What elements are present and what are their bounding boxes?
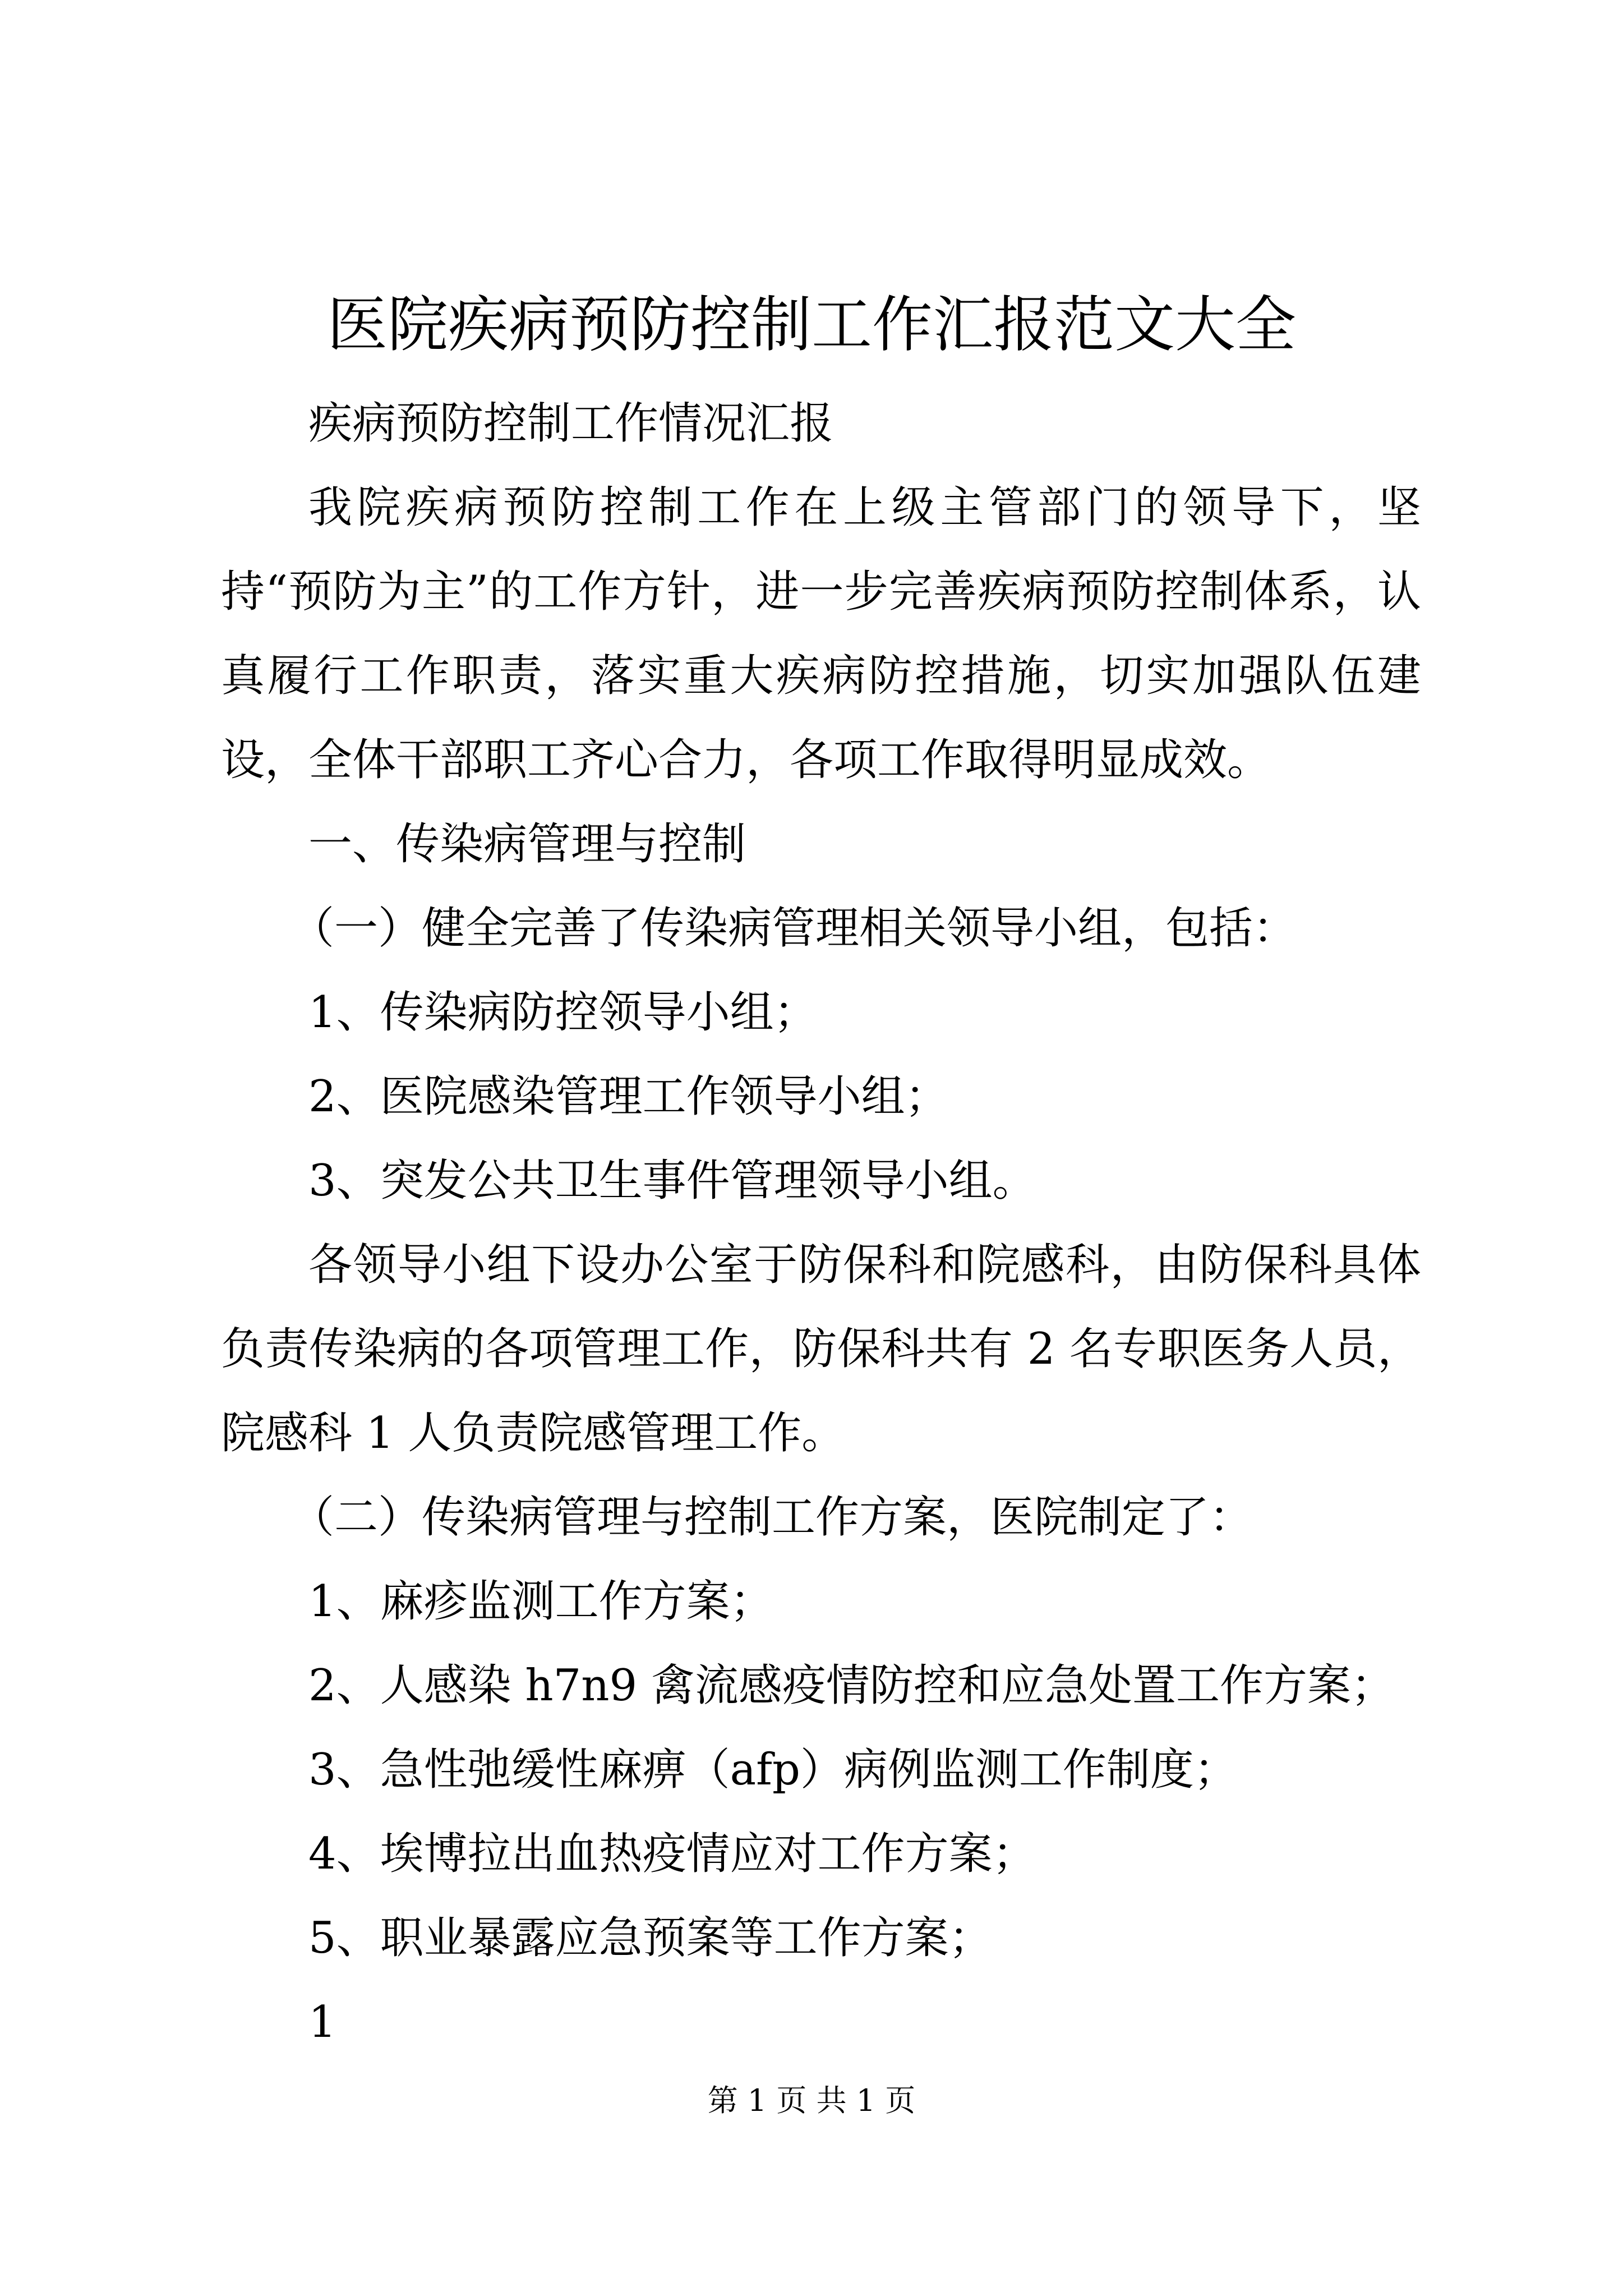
document-body <box>221 381 1421 2064</box>
list-item: 5、职业暴露应急预案等工作方案； <box>308 1913 993 1963</box>
list-item: 2、医院感染管理工作领导小组； <box>308 1071 949 1122</box>
body-paragraph: 各领导小组下设办公室于防保科和院感科，由防保科具体负责传染病的各项管理工作，防保科共有 2 名专职医务人员，院感科 1 人负责院感管理工作。 <box>221 1240 1421 1458</box>
list-item: 1、麻疹监测工作方案； <box>308 1576 774 1627</box>
section-subtitle: 疾病预防控制工作情况汇报 <box>308 398 834 449</box>
page-footer: 第 1 页 共 1 页 <box>707 2083 916 2118</box>
list-item: 1、传染病防控领导小组； <box>308 987 818 1038</box>
intro-paragraph: 我院疾病预防控制工作在上级主管部门的领导下，坚持“预防为主”的工作方针，进一步完善疾病预防控制体系，认真履行工作职责，落实重大疾病防控措施，切实加强队伍建设，全体干部职工齐心合力，各项工作取得明显成效。 <box>221 482 1421 785</box>
document-title: 医院疾病预防控制工作汇报范文大全 <box>326 290 1296 360</box>
subsection-heading: （一）健全完善了传染病管理相关领导小组，包括： <box>291 903 1297 954</box>
list-item: 3、急性弛缓性麻痹（afp）病例监测工作制度； <box>308 1745 1238 1795</box>
list-item: 4、埃博拉出血热疫情应对工作方案； <box>308 1829 1036 1879</box>
subsection-heading: （二）传染病管理与控制工作方案，医院制定了： <box>291 1492 1253 1543</box>
list-item: 2、人感染 h7n9 禽流感疫情防控和应急处置工作方案； <box>308 1660 1395 1711</box>
section-heading: 一、传染病管理与控制 <box>308 819 746 869</box>
list-item: 3、突发公共卫生事件管理领导小组。 <box>308 1156 1036 1206</box>
inline-page-number: 1 <box>308 1997 336 2047</box>
